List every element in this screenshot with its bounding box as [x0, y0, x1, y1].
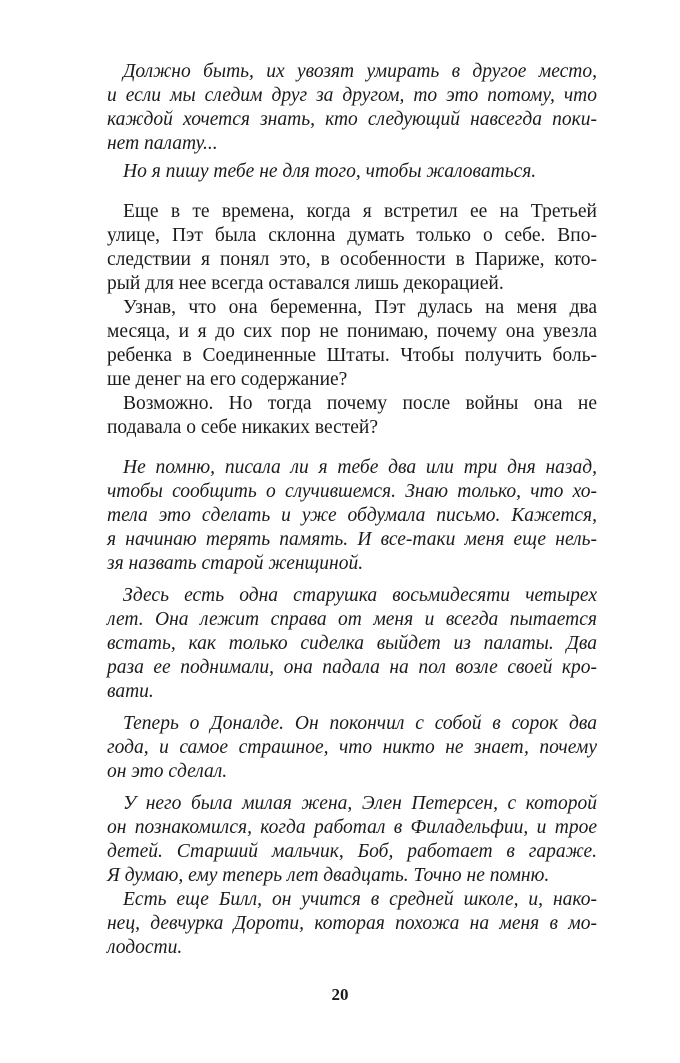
- text-line: Еще в те времена, когда я встретил ее на Третьей: [123, 201, 597, 222]
- text-line: Не помню, писала ли я тебе два или три дня назад,: [123, 457, 597, 478]
- text-line: встать, как только сиделка выйдет из палаты. Два: [107, 633, 597, 654]
- text-line: лет. Она лежит справа от меня и всегда пытается: [107, 609, 597, 630]
- text-line: Узнав, что она беременна, Пэт дулась на меня два: [123, 297, 597, 318]
- text-line: лодости.: [107, 937, 183, 958]
- text-line: Теперь о Доналде. Он покончил с собой в сорок два: [123, 713, 597, 734]
- text-line: Здесь есть одна старушка восьмидесяти четырех: [123, 585, 597, 606]
- text-line: месяца, и я до сих пор не понимаю, почему она увезла: [107, 321, 597, 342]
- text-line: улице, Пэт была склонна думать только о себе. Впо-: [107, 225, 597, 246]
- text-line: он познакомился, когда работал в Филадельфии, и трое: [107, 817, 597, 838]
- text-line: Но я пишу тебе не для того, чтобы жаловаться.: [123, 161, 537, 182]
- text-line: Возможно. Но тогда почему после войны она не: [123, 393, 597, 414]
- text-line: У него была милая жена, Элен Петерсен, с которой: [123, 793, 597, 814]
- text-line: чтобы сообщить о случившемся. Знаю только, что хо-: [107, 481, 597, 502]
- text-line: Есть еще Билл, он учится в средней школе, и, нако-: [123, 889, 597, 910]
- text-line: и если мы следим друг за другом, то это потому, что: [107, 85, 597, 106]
- text-line: следствии я понял это, в особенности в Париже, кото-: [107, 249, 597, 270]
- text-line: ребенка в Соединенные Штаты. Чтобы получить боль-: [107, 345, 597, 366]
- text-line: нец, девчурка Дороти, которая похожа на меня в мо-: [107, 913, 597, 934]
- text-line: тела это сделать и уже обдумала письмо. Кажется,: [107, 505, 597, 526]
- text-line: подавала о себе никаких вестей?: [107, 417, 379, 438]
- text-line: вати.: [107, 681, 154, 702]
- text-line: рый для нее всегда оставался лишь декорацией.: [107, 273, 504, 294]
- text-line: он это сделал.: [107, 761, 228, 782]
- text-line: Должно быть, их увозят умирать в другое место,: [123, 61, 597, 82]
- text-line: Я думаю, ему теперь лет двадцать. Точно не помню.: [107, 865, 550, 886]
- text-line: года, и самое страшное, что никто не знает, почему: [107, 737, 597, 758]
- text-line: ше денег на его содержание?: [107, 369, 348, 390]
- text-line: каждой хочется знать, кто следующий навсегда поки-: [107, 109, 597, 130]
- text-line: раза ее поднимали, она падала на пол возле своей кро-: [107, 657, 597, 678]
- text-line: я начинаю терять память. И все-таки меня еще нель-: [107, 529, 597, 550]
- page-number: 20: [331, 985, 349, 1004]
- text-line: зя назвать старой женщиной.: [107, 553, 364, 574]
- text-line: нет палату...: [107, 133, 218, 154]
- text-line: детей. Старший мальчик, Боб, работает в гараже.: [107, 841, 597, 862]
